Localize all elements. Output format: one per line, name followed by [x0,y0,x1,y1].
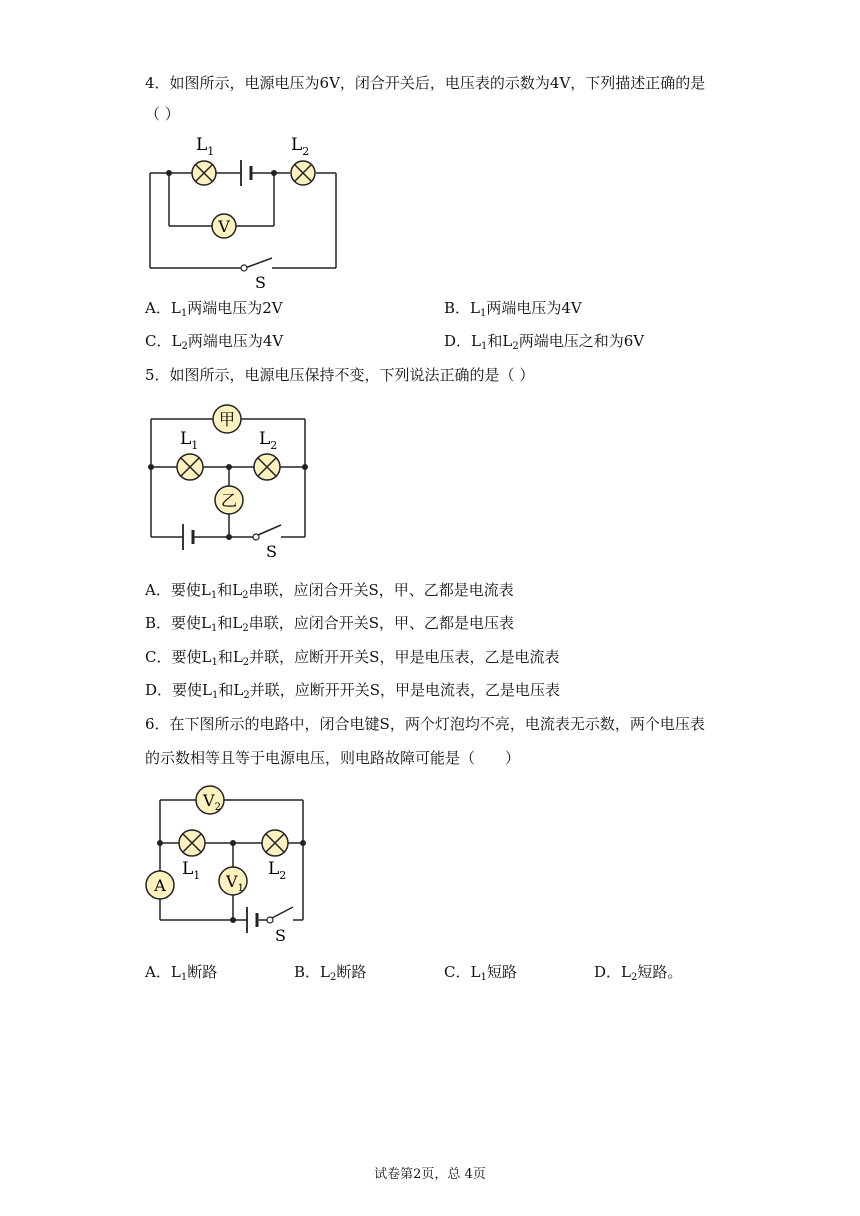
q4-stem-line1: 4．如图所示，电源电压为6V，闭合开关后，电压表的示数为4V，下列描述正确的是 [145,74,706,92]
q6-stem-line1: 6．在下图所示的电路中，闭合电键S，两个灯泡均不亮，电流表无示数，两个电压表 [145,715,705,733]
q6-option-d[interactable]: D．$L_2$短路。 [594,963,683,983]
q6-option-c[interactable]: C．$L_1$短路 [444,963,517,983]
q5-option-c[interactable]: C．要使$L_1$和$L_2$并联，应断开开关S，甲是电压表，乙是电流表 [145,648,560,668]
q6-voltmeter-v2-label: $V_2$ [203,791,221,813]
q5-meter-jia-label: 甲 [218,410,236,429]
q5-meter-yi-label: 乙 [220,491,238,510]
q6-switch-label: S [275,926,286,945]
page-footer: 试卷第2页，总 4页 [374,1167,486,1182]
q6-option-b[interactable]: B．$L_2$断路 [294,963,367,983]
q4-option-a[interactable]: A．$L_1$两端电压为2V [145,299,283,319]
q4-option-b[interactable]: B．$L_1$两端电压为4V [444,299,582,319]
q4-voltmeter-label: V [218,217,230,236]
q6-option-a[interactable]: A．$L_1$断路 [145,963,218,983]
q5-stem: 5．如图所示，电源电压保持不变，下列说法正确的是（ ） [145,366,535,384]
q4-switch-label: S [255,273,266,292]
q5-switch-label: S [266,542,277,561]
q6-ammeter-label: A [154,876,166,895]
q5-lamp-l1-label: $L_1$ [180,429,199,452]
q4-lamp-l2-label: $L_2$ [291,135,310,158]
q4-option-c[interactable]: C．$L_2$两端电压为4V [145,332,284,352]
q5-option-b[interactable]: B．要使$L_1$和$L_2$串联，应闭合开关S，甲、乙都是电压表 [145,614,514,634]
q6-voltmeter-v1-label: $V_1$ [226,872,244,894]
q6-lamp-l2 [262,830,288,856]
q5-option-a[interactable]: A．要使$L_1$和$L_2$串联，应闭合开关S，甲、乙都是电流表 [145,581,514,601]
q5-lamp-l2-label: $L_2$ [259,429,278,452]
q6-lamp-l1 [179,830,205,856]
q6-lamp-l1-label: $L_1$ [182,859,201,882]
q4-option-d[interactable]: D．$L_1$和$L_2$两端电压之和为6V [444,332,645,352]
q4-lamp-l1-label: $L_1$ [196,135,215,158]
q5-option-d[interactable]: D．要使$L_1$和$L_2$并联，应断开开关S，甲是电流表，乙是电压表 [145,681,560,701]
q6-lamp-l2-label: $L_2$ [268,859,287,882]
q4-stem-line2: （ ） [145,105,180,123]
q6-stem-line2: 的示数相等且等于电源电压，则电路故障可能是（ ） [145,749,521,767]
